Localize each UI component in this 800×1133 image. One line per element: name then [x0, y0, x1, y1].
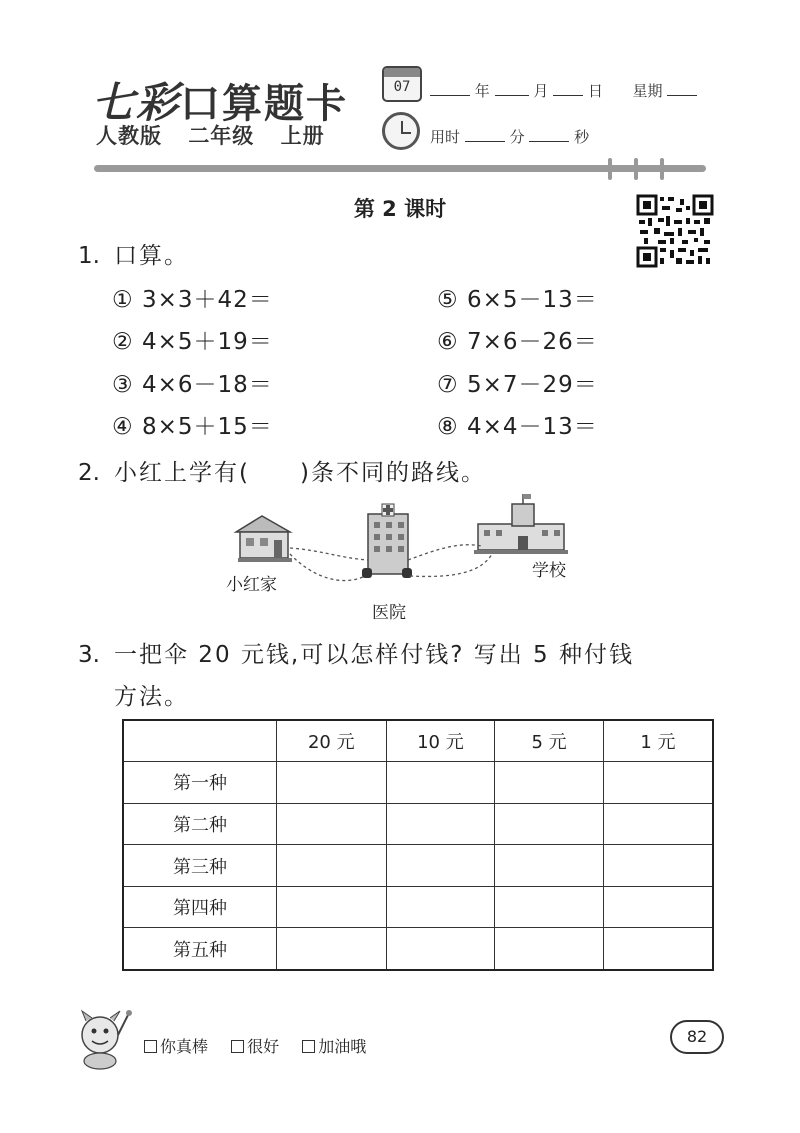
edition-volume: 上册: [280, 124, 325, 148]
divider-knot: [608, 158, 612, 180]
lesson-title: 第 2 课时: [353, 197, 447, 221]
table-row: [123, 886, 713, 928]
row-label: 第三种: [123, 845, 276, 887]
row-label: 第一种: [123, 762, 276, 804]
table-row: [123, 762, 713, 804]
checkbox-icon[interactable]: [144, 1040, 157, 1053]
month-blank[interactable]: [495, 82, 529, 96]
table-row: [123, 845, 713, 887]
date-fields: 年 月 日 星期: [430, 80, 697, 101]
row-label: 第五种: [123, 928, 276, 970]
edition-grade: 二年级: [188, 124, 255, 148]
table-row: [123, 803, 713, 845]
answer-cell[interactable]: [495, 886, 604, 928]
answer-cell[interactable]: [386, 886, 495, 928]
answer-cell[interactable]: [495, 845, 604, 887]
q1-item-2: ② 4×5＋19＝: [112, 329, 273, 355]
answer-cell[interactable]: [603, 762, 713, 804]
place-label-school: 学校: [532, 561, 566, 581]
mascot-icon: [72, 1005, 134, 1071]
question-2-text: 2. 小红上学有( )条不同的路线。: [78, 460, 486, 486]
day-blank[interactable]: [553, 82, 583, 96]
divider-knot: [634, 158, 638, 180]
minutes-blank[interactable]: [465, 128, 505, 142]
page-number: 82: [670, 1020, 724, 1054]
answer-cell[interactable]: [495, 762, 604, 804]
table-header-cell: [123, 720, 276, 762]
route-path: [408, 545, 482, 560]
q1-item-1: ① 3×3＋42＝: [112, 287, 273, 313]
place-label-hospital: 医院: [372, 603, 406, 623]
row-label: 第四种: [123, 886, 276, 928]
q1-item-7: ⑦ 5×7－29＝: [437, 372, 598, 398]
checkbox-icon[interactable]: [231, 1040, 244, 1053]
route-path: [290, 548, 368, 560]
weekday-blank[interactable]: [667, 82, 697, 96]
year-blank[interactable]: [430, 82, 470, 96]
answer-cell[interactable]: [386, 762, 495, 804]
school-icon: [474, 494, 568, 554]
answer-cell[interactable]: [603, 928, 713, 970]
answer-cell[interactable]: [276, 928, 386, 970]
header-divider: [94, 165, 706, 172]
qr-code-icon[interactable]: [636, 194, 714, 268]
eval-option-keep-going[interactable]: 加油哦: [302, 1037, 366, 1056]
answer-cell[interactable]: [495, 803, 604, 845]
answer-cell[interactable]: [276, 762, 386, 804]
row-label: 第二种: [123, 803, 276, 845]
q1-item-5: ⑤ 6×5－13＝: [437, 287, 598, 313]
question-3-text: 3. 一把伞 20 元钱,可以怎样付钱? 写出 5 种付钱: [78, 642, 634, 668]
divider-knot: [660, 158, 664, 180]
table-row: [123, 928, 713, 970]
q1-item-4: ④ 8×5＋15＝: [112, 414, 273, 440]
checkbox-icon[interactable]: [302, 1040, 315, 1053]
eval-option-good[interactable]: 很好: [231, 1037, 279, 1056]
question-1-title: 1. 口算。: [78, 243, 189, 269]
q1-item-3: ③ 4×6－18＝: [112, 372, 273, 398]
answer-cell[interactable]: [603, 845, 713, 887]
table-header-cell: 1 元: [603, 720, 713, 762]
answer-cell[interactable]: [276, 845, 386, 887]
answer-cell[interactable]: [276, 886, 386, 928]
answer-cell[interactable]: [386, 928, 495, 970]
route-path: [290, 554, 365, 581]
edition-info: [96, 120, 343, 150]
clock-icon: [382, 112, 420, 150]
calendar-icon: 07: [382, 66, 422, 102]
answer-cell[interactable]: [276, 803, 386, 845]
table-header-cell: 20 元: [276, 720, 386, 762]
self-evaluation: [144, 1034, 384, 1057]
time-fields: 用时 分 秒: [430, 128, 590, 146]
answer-cell[interactable]: [603, 803, 713, 845]
house-icon: [236, 516, 292, 562]
seconds-blank[interactable]: [529, 128, 569, 142]
brand-title: 七彩口算题卡: [92, 78, 349, 127]
answer-cell[interactable]: [386, 803, 495, 845]
answer-cell[interactable]: [386, 845, 495, 887]
place-label-home: 小红家: [226, 575, 277, 595]
table-header-cell: 5 元: [495, 720, 604, 762]
hospital-icon: [362, 504, 412, 578]
answer-cell[interactable]: [495, 928, 604, 970]
eval-option-great[interactable]: 你真棒: [144, 1037, 208, 1056]
table-header-cell: 10 元: [386, 720, 495, 762]
q1-item-6: ⑥ 7×6－26＝: [437, 329, 598, 355]
answer-cell[interactable]: [603, 886, 713, 928]
question-3-text-cont: 方法。: [114, 684, 189, 710]
q1-item-8: ⑧ 4×4－13＝: [437, 414, 598, 440]
table-header-row: [123, 720, 713, 762]
payment-table: [122, 719, 714, 971]
edition-publisher: 人教版: [96, 124, 162, 148]
route-path: [410, 554, 492, 576]
